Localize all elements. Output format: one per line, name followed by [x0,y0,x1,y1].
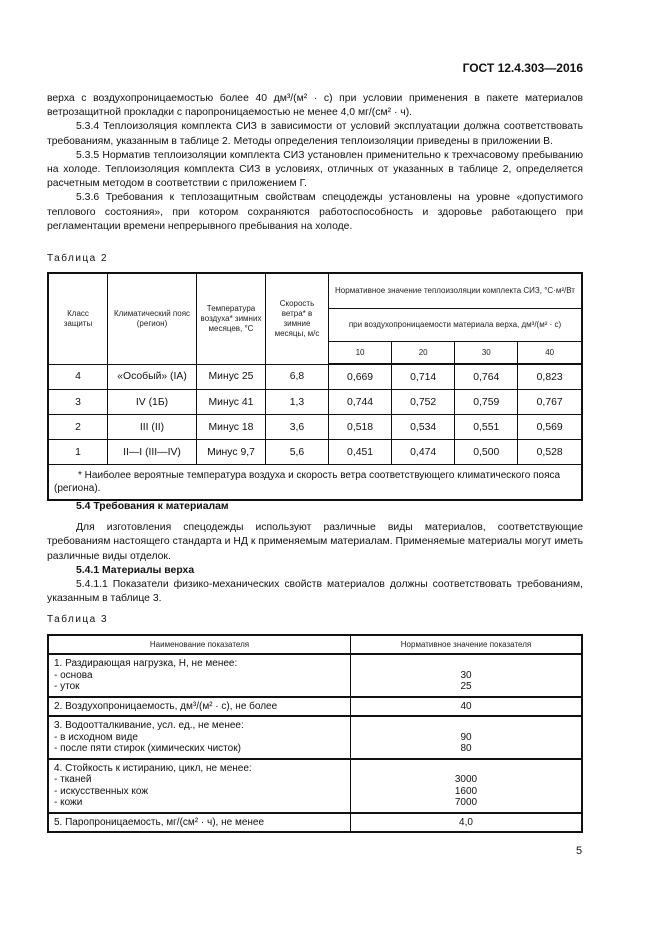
table-row [48,654,582,697]
table-cell: 6,8 [266,364,329,390]
value-line: 3000 [454,774,478,785]
table-cell: II—I (III—IV) [108,440,197,465]
table-cell: 5,6 [266,440,329,465]
indicator-line: - кожи [54,797,83,808]
table-cell: 1 [48,440,108,465]
value-line: 4,0 [459,816,473,828]
paragraph: 5.4.1.1 Показатели физико-механических свойств материалов должны соответствовать требованиям, указанным в таблице 3. [47,579,583,605]
col-header: Наименование показателя [48,635,351,654]
table-cell: 0,759 [455,390,518,415]
table-footnote: * Наиболее вероятные температура воздуха и скорость ветра соответствующего климатического пояса (региона). [48,465,582,501]
table-cell: 0,569 [518,415,582,440]
table-cell: 3 [48,390,108,415]
paragraph: Для изготовления спецодежды используют различные виды материалов, соответствующие требованиям настоящего стандарта и НД к применяемым материалам. Применяемые материалы могут иметь различные виды отделок. [47,522,583,562]
col-header: Нормативное значение теплоизоляции комплекта СИЗ, °С·м²/Вт [329,273,583,309]
value-line: 80 [460,743,472,754]
subsection-heading: 5.4.1 Материалы верха [76,564,195,576]
table-cell: 0,474 [392,440,455,465]
table-row [48,440,582,465]
table-row [48,415,582,440]
table-cell: III (II) [108,415,197,440]
indicator-line: - уток [54,681,80,692]
table-cell: 0,451 [329,440,392,465]
table-cell: Минус 25 [197,364,266,390]
table-row [48,813,582,833]
col-header: 10 [329,342,392,365]
paragraph: 5.3.5 Норматив теплоизоляции комплекта СИЗ установлен применительно к трехчасовому пребыванию на холоде. Теплоизоляция комплекта СИЗ в условиях, отличных от указанных в таблице 2, определяется расчетным методом в соответствии с приложением Г. [47,149,583,190]
table-cell: Минус 41 [197,390,266,415]
table-2 [47,272,583,501]
col-header: 30 [455,342,518,365]
col-header: 20 [392,342,455,365]
page-number: 5 [576,845,583,857]
indicator-line: - искусственных кож [54,785,149,797]
indicator-value [351,759,583,813]
value-line: 25 [460,681,472,692]
indicator-line: - в исходном виде [54,731,138,743]
col-header: Нормативное значение показателя [351,635,583,654]
indicator-value [351,716,583,759]
indicator-name [48,813,351,833]
col-header: Класс защиты [48,273,108,364]
section-53-text [47,92,583,234]
col-header: Скорость ветра* в зимние месяцы, м/с [266,273,329,364]
table-cell: Минус 9,7 [197,440,266,465]
indicator-name [48,716,351,759]
table-cell: 0,669 [329,364,392,390]
table-cell: 2 [48,415,108,440]
table-cell: 1,3 [266,390,329,415]
col-header: при воздухопроницаемости материала верха, дм³/(м² · с) [329,309,583,342]
indicator-line: - тканей [54,774,92,785]
indicator-line: - основа [54,669,93,681]
value-line: 40 [460,700,472,712]
table-cell: 0,823 [518,364,582,390]
table-cell: 0,518 [329,415,392,440]
indicator-name [48,759,351,813]
indicator-value [351,697,583,717]
table-cell: IV (1Б) [108,390,197,415]
table-row [48,759,582,813]
table-row [48,697,582,717]
table-cell: 4 [48,364,108,390]
paragraph: 5.3.6 Требования к теплозащитным свойствам спецодежды установлены на уровне «допустимого теплового состояния», при котором сохраняются работоспособность и здоровье работающего при регламентации времени непрерывного пребывания на холоде. [47,192,583,232]
indicator-name [48,654,351,697]
table2-caption: Таблица 2 [47,253,109,264]
table-3 [47,634,583,833]
indicator-line: 2. Воздухопроницаемость, дм³/(м² · с), не более [54,700,278,712]
col-header: 40 [518,342,582,365]
col-header: Климатический пояс (регион) [108,273,197,364]
indicator-line: 5. Паропроницаемость, мг/(см² · ч), не менее [54,816,265,828]
table-cell: 0,551 [455,415,518,440]
paragraph: 5.3.4 Теплоизоляция комплекта СИЗ в зависимости от условий эксплуатации должна соответствовать требованиям, указанным в таблице 2. Методы определения теплоизоляции приведены в приложении В. [47,121,583,147]
table-row [48,364,582,390]
indicator-line: - после пяти стирок (химических чисток) [54,743,241,754]
indicator-name [48,697,351,717]
section-54 [47,500,583,606]
table-cell: 0,752 [392,390,455,415]
table-row [48,716,582,759]
indicator-line: 4. Стойкость к истиранию, цикл, не менее: [54,762,252,774]
value-line: 90 [460,731,472,743]
indicator-value [351,813,583,833]
table-cell: 0,528 [518,440,582,465]
table-row [48,390,582,415]
section-heading: 5.4 Требования к материалам [76,501,229,512]
table-cell: Минус 18 [197,415,266,440]
table-cell: 0,500 [455,440,518,465]
indicator-line: 1. Раздирающая нагрузка, Н, не менее: [54,658,238,669]
col-header: Температура воздуха* зимних месяцев, °С [197,273,266,364]
table-cell: 0,764 [455,364,518,390]
document-header: ГОСТ 12.4.303—2016 [462,61,583,75]
value-line: 7000 [454,797,478,808]
table-cell: 0,714 [392,364,455,390]
table-cell: 0,767 [518,390,582,415]
paragraph: верха с воздухопроницаемостью более 40 дм³/(м² · с) при условии применения в пакете материалов ветрозащитной прокладки с паропроницаемостью не менее 4,0 мг/(см² · ч). [47,93,583,119]
table-cell: «Особый» (IA) [108,364,197,390]
table-cell: 3,6 [266,415,329,440]
table3-caption: Таблица 3 [47,614,109,625]
indicator-value [351,654,583,697]
value-line: 30 [460,669,472,681]
value-line: 1600 [454,785,478,797]
table-cell: 0,744 [329,390,392,415]
table-cell: 0,534 [392,415,455,440]
indicator-line: 3. Водоотталкивание, усл. ед., не менее: [54,720,244,731]
